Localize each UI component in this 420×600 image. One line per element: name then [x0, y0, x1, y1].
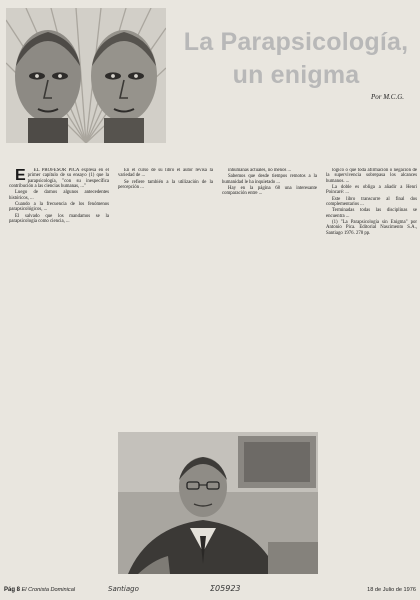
- publication-name: El Cronista Dominical: [21, 587, 76, 593]
- paragraph: Luego de darnos algunos antecedentes históricos, ...: [9, 190, 109, 201]
- paragraph: Terminadas todas las disciplinas se encuentra ...: [326, 208, 417, 219]
- heads-illustration: [6, 8, 166, 143]
- title-line-1: La Parapsicología,: [183, 28, 409, 56]
- byline: Por M.C.G.: [370, 93, 404, 101]
- handwritten-note-2: Σ05923: [210, 584, 241, 593]
- page-number: Pág 8: [4, 587, 21, 593]
- publication-date: 18 de Julio de 1976: [367, 587, 416, 593]
- paragraph: La doble es obliga a añadir a Henri Poincaré: ...: [326, 185, 417, 196]
- paragraph: El salvado que los mandamos se la parapsicología como ciencia, ...: [9, 213, 109, 225]
- handwritten-note-1: Santiago: [108, 585, 139, 593]
- paragraph: lógico o que toda afirmación o negación de la supervivencia sobrepasa los alcances humanos. ...: [326, 168, 417, 184]
- paragraph: En el curso de su libro el autor revisa la variedad de ...: [118, 168, 213, 179]
- paragraph: Este libro transcurre al final dos complementarios ...: [326, 196, 417, 208]
- paragraph: Hay en la página 68 una interesante comparación entre ...: [222, 186, 317, 197]
- footer-left: [4, 587, 75, 593]
- paragraph: Sabemos que desde tiempos remotos a la humanidad le ha inquietado ...: [222, 174, 317, 185]
- article-title: [178, 26, 414, 92]
- article-column-3: [222, 168, 317, 427]
- paragraph: inhumanas actuales, no menos ...: [228, 168, 292, 173]
- paragraph: [9, 168, 109, 189]
- drop-cap-glyph: E: [15, 168, 26, 184]
- footnote: (1) "La Parapsicología sin Enigma" por Antonio Pica. Editorial Nascimento S.A., Santiago 1976. 278 pp.: [326, 220, 417, 236]
- paragraph: Cuando a la frecuencia de los fenómenos parapsicológicos, ...: [9, 202, 109, 213]
- title-line-2: un enigma: [232, 61, 360, 89]
- article-column-2: [118, 168, 213, 427]
- article-column-1: [9, 168, 109, 593]
- page-footer: [4, 584, 416, 596]
- illustration-heads: [6, 8, 166, 143]
- author-photo: [118, 432, 318, 574]
- author-photo-image: [118, 432, 318, 574]
- article-column-4: [326, 168, 417, 593]
- paragraph-text: EL PROFESOR PICA expresa en el primer capítulo de su ensayo (1) que la parapsicología, "con su inespecífica contribución a las ciencias humanas, ...": [9, 168, 109, 190]
- paragraph: Se refiere también a la utilización de la percepción ...: [118, 179, 213, 191]
